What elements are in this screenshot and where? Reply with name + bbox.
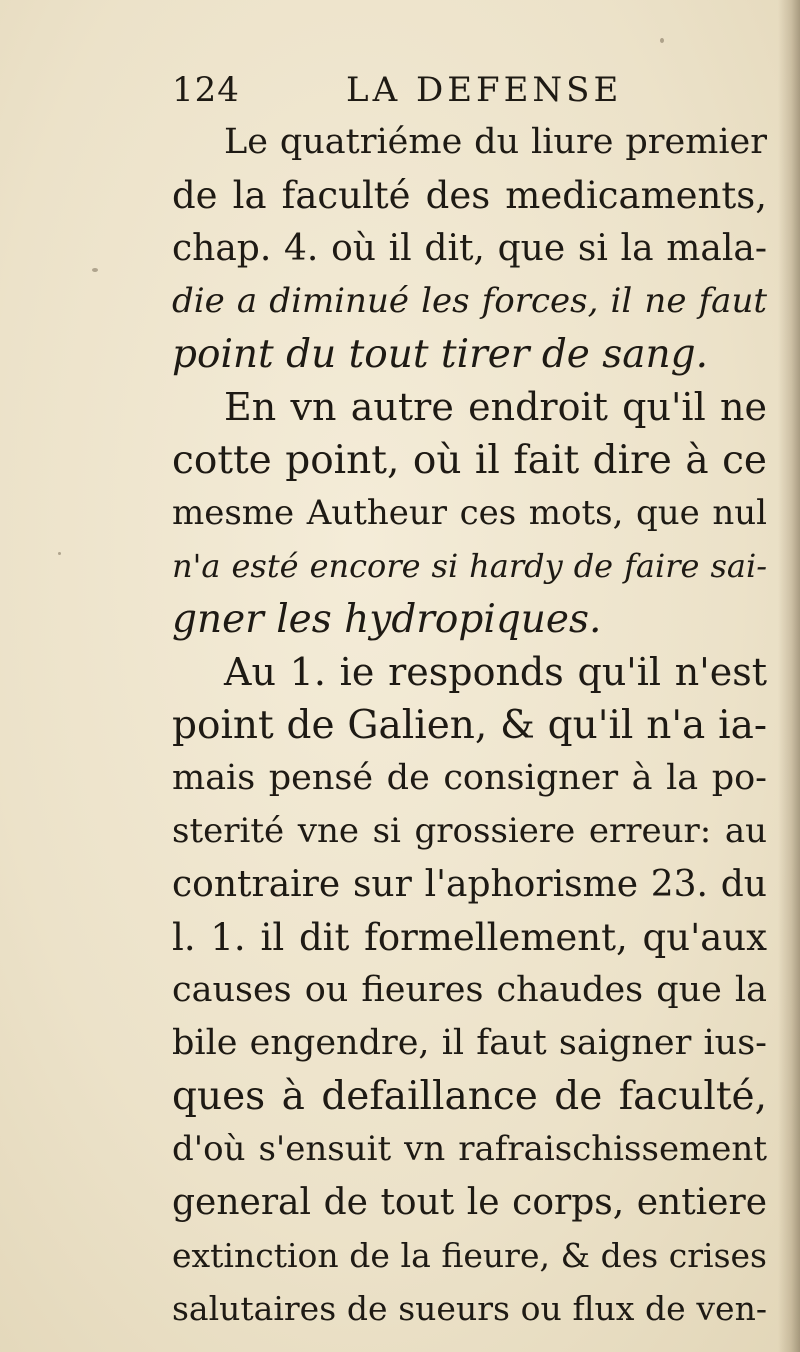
running-head: LA DEFENSE — [346, 70, 623, 110]
text-line: mais pensé de consigner à la po- — [172, 758, 767, 798]
text-line: die a diminué les forces, il ne faut — [172, 281, 767, 321]
text-line: gner les hydropiques. — [172, 597, 602, 642]
body-text — [172, 116, 767, 1335]
text-line: Au 1. ie responds qu'il n'est — [224, 650, 767, 694]
text-line: Le quatriéme du liure premier — [224, 122, 767, 162]
text-line: extinction de la fieure, & des crises — [172, 1236, 767, 1275]
text-line: l. 1. il dit formellement, qu'aux — [172, 916, 767, 959]
text-line: bile engendre, il faut saigner ius- — [172, 1023, 767, 1063]
paper-speck — [58, 552, 61, 555]
text-line: ques à defaillance de faculté, — [172, 1074, 767, 1119]
text-line: En vn autre endroit qu'il ne — [224, 385, 767, 429]
text-line: point de Galien, & qu'il n'a ia- — [172, 703, 767, 748]
paper-speck — [660, 38, 664, 43]
text-line: cotte point, où il fait dire à ce — [172, 438, 767, 483]
page-number: 124 — [172, 70, 240, 110]
text-line: causes ou fieures chaudes que la — [172, 970, 767, 1010]
text-line: sterité vne si grossiere erreur: au — [172, 811, 767, 851]
text-line: point du tout tirer de sang. — [172, 332, 709, 377]
text-line: salutaires de sueurs ou flux de ven- — [172, 1289, 767, 1328]
page-header — [172, 70, 632, 118]
page-gutter-shadow — [778, 0, 800, 1352]
text-line: chap. 4. où il dit, que si la mala- — [172, 228, 767, 269]
text-line: d'où s'ensuit vn rafraischissement — [172, 1129, 767, 1169]
text-line: n'a esté encore si hardy de faire sai- — [172, 547, 767, 585]
paper-speck — [92, 268, 98, 272]
text-line: contraire sur l'aphorisme 23. du — [172, 864, 767, 905]
text-line: de la faculté des medicaments, — [172, 174, 767, 217]
text-line: mesme Autheur ces mots, que nul — [172, 493, 767, 533]
text-line: general de tout le corps, entiere — [172, 1182, 767, 1223]
